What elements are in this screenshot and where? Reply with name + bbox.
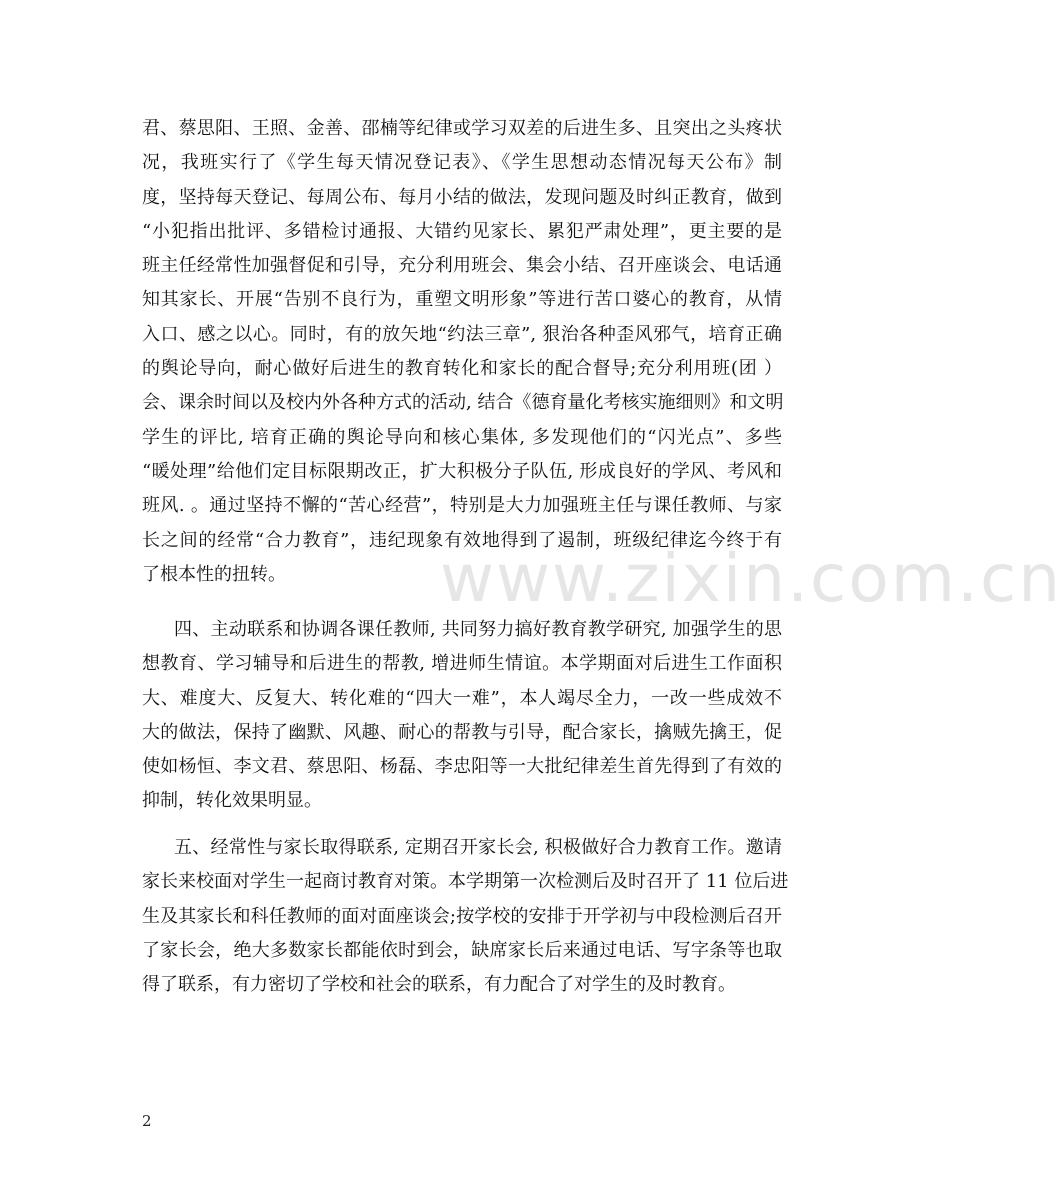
text-line: 大、难度大、反复大、转化难的“四大一难”，本人竭尽全力，一改一些成效不 xyxy=(142,687,782,709)
text-line: 知其家长、开展“告别不良行为，重塑文明形象”等进行苦口婆心的教育，从情 xyxy=(142,289,782,311)
text-line: 长之间的经常“合力教育”，违纪现象有效地得到了遏制，班级纪律迄今终于有 xyxy=(142,529,782,551)
text-line: “小犯指出批评、多错检讨通报、大错约见家长、累犯严肃处理”，更主要的是 xyxy=(142,220,782,242)
text-line: 况，我班实行了《学生每天情况登记表》、《学生思想动态情况每天公布》制 xyxy=(142,152,782,174)
watermark: www.zixin.com.cn xyxy=(440,540,1062,617)
text-line: 班主任经常性加强督促和引导，充分利用班会、集会小结、召开座谈会、电话通 xyxy=(142,255,782,277)
text-line: 君、蔡思阳、王照、金善、邵楠等纪律或学习双差的后进生多、且突出之头疼状 xyxy=(142,118,782,139)
text-line: 想教育、学习辅导和后进生的帮教, 增进师生情谊。本学期面对后进生工作面积 xyxy=(142,653,782,675)
text-line: 班风. 。通过坚持不懈的“苦心经营”，特别是大力加强班主任与课任教师、与家 xyxy=(142,495,782,517)
text-line: 抑制，转化效果明显。 xyxy=(142,790,322,812)
text-line: 入口、感之以心。同时，有的放矢地“约法三章”, 狠治各种歪风邪气，培育正确 xyxy=(142,323,782,345)
text-line: “暖处理”给他们定目标限期改正，扩大积极分子队伍, 形成良好的学风、考风和 xyxy=(142,460,782,482)
text-line: 得了联系，有力密切了学校和社会的联系，有力配合了对学生的及时教育。 xyxy=(142,974,736,996)
text-line: 了家长会，绝大多数家长都能依时到会，缺席家长后来通过电话、写字条等也取 xyxy=(142,939,782,961)
text-line: 会、课余时间以及校内外各种方式的活动, 结合《德育量化考核实施细则》和文明 xyxy=(142,392,784,414)
paragraph-four xyxy=(142,613,782,819)
paragraph-discipline xyxy=(142,112,782,592)
text-line: 生及其家长和科任教师的面对面座谈会;按学校的安排于开学初与中段检测后召开 xyxy=(142,905,782,927)
text-line: 度，坚持每天登记、每周公布、每月小结的做法，发现问题及时纠正教育，做到 xyxy=(142,186,782,208)
paragraph-five xyxy=(142,831,789,1002)
page-number: 2 xyxy=(142,1112,152,1130)
text-line: 大的做法，保持了幽默、风趣、耐心的帮教与引导，配合家长，擒贼先擒王，促 xyxy=(142,721,782,743)
text-line: 学生的评比, 培育正确的舆论导向和核心集体, 多发现他们的“闪光点”、多些 xyxy=(142,426,782,448)
text-line: 五、经常性与家长取得联系, 定期召开家长会, 积极做好合力教育工作。邀请 xyxy=(174,837,782,858)
text-line: 使如杨恒、李文君、蔡思阳、杨磊、李忠阳等一大批纪律差生首先得到了有效的 xyxy=(142,756,782,778)
text-line: 家长来校面对学生一起商讨教育对策。本学期第一次检测后及时召开了 11 位后进 xyxy=(142,871,789,893)
text-line: 了根本性的扭转。 xyxy=(142,563,286,585)
text-line: 四、主动联系和协调各课任教师, 共同努力搞好教育教学研究, 加强学生的思 xyxy=(174,619,782,640)
text-line: 的舆论导向，耐心做好后进生的教育转化和家长的配合督导;充分利用班(团 ） xyxy=(142,358,782,380)
